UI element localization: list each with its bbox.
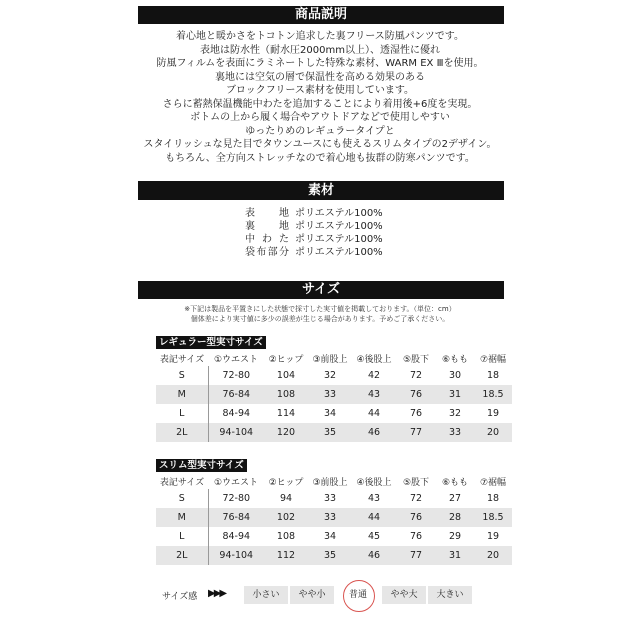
- table-cell: 43: [352, 385, 396, 404]
- table-cell: 32: [448, 408, 462, 419]
- table-cell: 76-84: [208, 508, 264, 527]
- description-line: 裏地には空気の層で保温性を高める効果のある: [215, 71, 425, 83]
- description-text: [130, 30, 510, 165]
- column-header: ②ヒップ: [268, 355, 304, 365]
- description-line: 防風フィルムを表面にラミネートした特殊な素材、WARM EX Ⅲを使用。: [156, 58, 484, 69]
- table-cell: 18.5: [474, 385, 512, 404]
- material-value: ポリエステル100%: [295, 208, 383, 219]
- table-row: [156, 508, 512, 527]
- table-cell: 46: [352, 423, 396, 442]
- material-label: 表地: [245, 208, 289, 219]
- table-cell: 46: [352, 546, 396, 565]
- table-cell: 77: [396, 423, 436, 442]
- size-label-cell: L: [156, 404, 208, 423]
- size-label-cell: M: [156, 385, 208, 404]
- table-cell: 35: [308, 423, 352, 442]
- table-cell: 33: [436, 423, 474, 442]
- table-cell: 94: [279, 493, 293, 504]
- material-label: 裏地: [245, 221, 289, 232]
- table-cell: 94-104: [208, 546, 264, 565]
- material-row: [245, 220, 383, 233]
- table-cell: 19: [486, 531, 500, 542]
- table-row: [156, 404, 512, 423]
- table-cell: 18: [486, 493, 500, 504]
- table-cell: 34: [323, 531, 337, 542]
- table-cell: 76: [409, 531, 423, 542]
- table-cell: 72-80: [222, 493, 251, 504]
- size-feel-label: サイズ感: [162, 592, 198, 602]
- table-cell: 29: [448, 531, 462, 542]
- table-cell: 76: [396, 508, 436, 527]
- size-note-line: 個体差により実寸値に多少の誤差が生じる場合があります。予めご了承ください。: [190, 315, 450, 323]
- description-line: 表地は防水性（耐水圧2000mm以上）、透湿性に優れ: [200, 44, 440, 56]
- description-line: ゆったりめのレギュラータイプと: [245, 125, 395, 137]
- table-row: [156, 385, 512, 404]
- material-label: 袋布部分: [245, 247, 289, 258]
- column-header: ①ウエスト: [213, 355, 259, 365]
- description-header: 商品説明: [138, 6, 504, 24]
- table-header-row: [156, 474, 512, 489]
- column-header: ④後股上: [356, 355, 392, 365]
- regular-table-title: レギュラー型実寸サイズ: [156, 336, 266, 349]
- table-cell: 77: [396, 546, 436, 565]
- size-feel-option: 大きい: [428, 586, 472, 604]
- table-cell: 94-104: [208, 423, 264, 442]
- column-header: ⑥もも: [441, 355, 469, 365]
- column-header: 表記サイズ: [159, 478, 205, 488]
- material-value: ポリエステル100%: [295, 247, 383, 258]
- size-label-cell: 2L: [156, 546, 208, 565]
- table-cell: 18: [486, 370, 500, 381]
- size-label-cell: L: [156, 527, 208, 546]
- table-cell: 72: [409, 493, 423, 504]
- table-cell: 72: [409, 370, 423, 381]
- table-cell: 31: [436, 546, 474, 565]
- description-line: スタイリッシュな見た目でタウンユースにも使えるスリムタイプの2デザイン。: [143, 139, 497, 150]
- table-cell: 114: [276, 408, 296, 419]
- table-cell: 43: [367, 493, 381, 504]
- table-cell: 33: [323, 493, 337, 504]
- table-cell: 84-94: [222, 531, 251, 542]
- table-cell: 44: [352, 508, 396, 527]
- column-header: ②ヒップ: [268, 478, 304, 488]
- material-row: [245, 246, 383, 259]
- material-list: [245, 207, 383, 259]
- table-cell: 28: [436, 508, 474, 527]
- description-line: もちろん、全方向ストレッチなので着心地も抜群の防寒パンツです。: [165, 152, 475, 164]
- column-header: ⑦裾幅: [479, 478, 507, 488]
- material-row: [245, 207, 383, 220]
- table-cell: 84-94: [222, 408, 251, 419]
- table-row: [156, 489, 512, 508]
- triple-arrow-icon: ▶▶▶: [208, 588, 226, 599]
- table-cell: 33: [308, 508, 352, 527]
- material-label: 中わた: [245, 234, 289, 245]
- table-cell: 76-84: [208, 385, 264, 404]
- table-row: [156, 546, 512, 565]
- table-cell: 108: [264, 385, 308, 404]
- column-header: ⑥もも: [441, 478, 469, 488]
- table-cell: 32: [323, 370, 337, 381]
- table-header-row: [156, 351, 512, 366]
- size-feel-option: やや小: [290, 586, 334, 604]
- size-feel-option: 普通: [336, 586, 380, 604]
- table-row: [156, 527, 512, 546]
- material-value: ポリエステル100%: [295, 221, 383, 232]
- selected-circle-marker: [343, 580, 375, 612]
- description-line: 着心地と暖かさをトコトン追求した裏フリース防風パンツです。: [176, 31, 464, 42]
- column-header: ①ウエスト: [213, 478, 259, 488]
- table-row: [156, 366, 512, 385]
- table-cell: 27: [448, 493, 462, 504]
- table-cell: 112: [264, 546, 308, 565]
- table-cell: 20: [474, 423, 512, 442]
- table-row: [156, 423, 512, 442]
- material-row: [245, 233, 383, 246]
- description-line: さらに蓄熱保温機能中わたを追加することにより着用後+6度を実現。: [162, 98, 478, 110]
- table-cell: 76: [396, 385, 436, 404]
- size-feel-option: 小さい: [244, 586, 288, 604]
- table-cell: 20: [474, 546, 512, 565]
- material-header: 素材: [138, 181, 504, 200]
- column-header: 表記サイズ: [159, 355, 205, 365]
- table-cell: 19: [486, 408, 500, 419]
- size-note: [150, 304, 490, 324]
- table-cell: 76: [409, 408, 423, 419]
- table-cell: 35: [308, 546, 352, 565]
- column-header: ⑤股下: [402, 355, 430, 365]
- size-label-cell: S: [156, 366, 208, 385]
- slim-table-title: スリム型実寸サイズ: [156, 459, 247, 472]
- table-cell: 33: [308, 385, 352, 404]
- regular-size-table: [156, 351, 512, 442]
- size-label-cell: 2L: [156, 423, 208, 442]
- description-line: ブロックフリース素材を使用しています。: [225, 85, 415, 96]
- table-cell: 108: [276, 531, 296, 542]
- size-note-line: ※下記は製品を平置きにした状態で採寸した実寸値を掲載しております。（単位：cm）: [184, 305, 456, 313]
- table-cell: 30: [448, 370, 462, 381]
- size-feel-scale: [156, 584, 486, 606]
- table-cell: 45: [367, 531, 381, 542]
- column-header: ⑤股下: [402, 478, 430, 488]
- column-header: ⑦裾幅: [479, 355, 507, 365]
- column-header: ④後股上: [356, 478, 392, 488]
- size-header: サイズ: [138, 281, 504, 299]
- slim-size-table: [156, 474, 512, 565]
- table-cell: 102: [264, 508, 308, 527]
- table-cell: 34: [323, 408, 337, 419]
- column-header: ③前股上: [312, 355, 348, 365]
- table-cell: 18.5: [474, 508, 512, 527]
- column-header: ③前股上: [312, 478, 348, 488]
- table-cell: 72-80: [222, 370, 251, 381]
- size-label-cell: M: [156, 508, 208, 527]
- table-cell: 120: [264, 423, 308, 442]
- table-cell: 44: [367, 408, 381, 419]
- size-label-cell: S: [156, 489, 208, 508]
- material-value: ポリエステル100%: [295, 234, 383, 245]
- size-feel-option: やや大: [382, 586, 426, 604]
- table-cell: 104: [276, 370, 296, 381]
- description-line: ボトムの上から履く場合やアウトドアなどで使用しやすい: [190, 112, 450, 123]
- table-cell: 42: [367, 370, 381, 381]
- table-cell: 31: [436, 385, 474, 404]
